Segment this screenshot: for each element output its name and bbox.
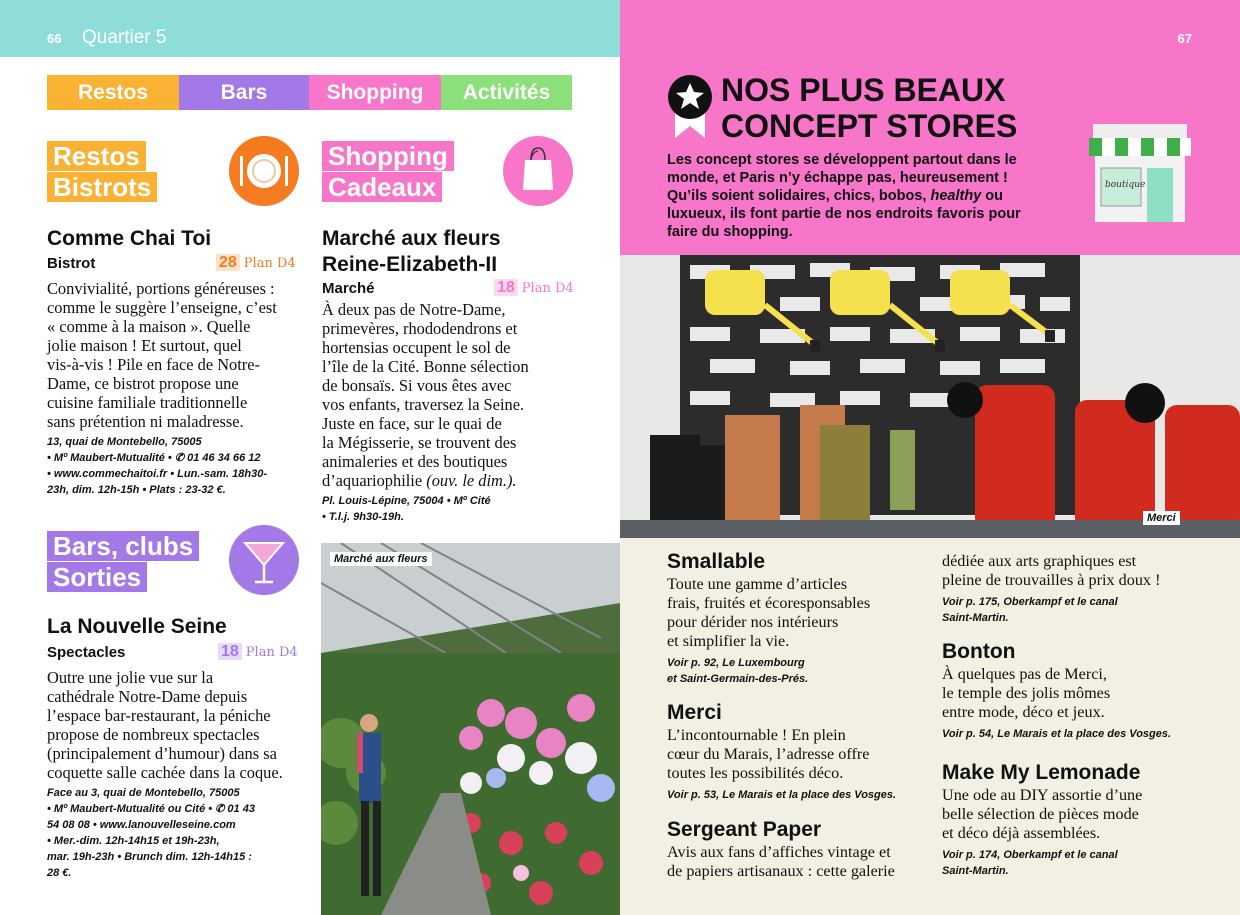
flower-market-photo	[321, 543, 620, 915]
bars-info: Face au 3, quai de Montebello, 75005 • Mº Maubert-Mutualité ou Cité • ✆ 01 43 54 08 08 • www.lanouvelleseine.com • Mer.-dim. 12h-14h15 et 19h-23h, mar. 19h-23h • Brunch dim. 12h-14h15 : 28 €.	[47, 787, 255, 879]
concept-stores-list	[620, 538, 1240, 915]
headline: NOS PLUS BEAUX CONCEPT STORES	[721, 72, 1018, 144]
venue-type: Marché	[322, 280, 375, 297]
tab-shopping[interactable]: Shopping	[309, 75, 441, 110]
venue-name-marche-aux-fleurs: Marché aux fleurs Reine-Elizabeth-II	[322, 227, 501, 276]
store-sergeant-paper-continued: dédiée aux arts graphiques est pleine de trouvailles à prix doux ! Voir p. 175, Oberkampf et le canal Saint-Martin.	[942, 552, 1161, 624]
venue-type: Spectacles	[47, 644, 126, 661]
tab-activites[interactable]: Activités	[441, 75, 572, 110]
star-badge-icon	[667, 74, 713, 138]
store-smallable: Smallable Toute une gamme d’articles frais, fruités et écoresponsables pour dérider nos intérieurs et simplifier la vie. Voir p. 92, Le Luxembourg et Saint-Germain-des-Prés.	[667, 550, 871, 685]
photo-caption: Marché aux fleurs	[330, 552, 432, 566]
section-title: Quartier 5	[82, 27, 167, 48]
shopping-description: À deux pas de Notre-Dame, primevères, rhododendrons et hortensias occupent le sol de l’île de la Cité. Bonne sélection de bonsaïs. Si vous êtes avec vos enfants, traversez la Seine. Juste en face, sur le quai de la Mégisserie, se trouvent des animaleries et des boutiques d’aquariophilie (ouv. le dim.).	[322, 300, 529, 490]
venue-type: Bistrot	[47, 255, 96, 272]
store-bonton: Bonton À quelques pas de Merci, le temple des jolis mômes entre mode, déco et jeux. Voir p. 54, Le Marais et la place des Vosges.	[942, 640, 1172, 740]
venue-name-la-nouvelle-seine: La Nouvelle Seine	[47, 615, 227, 638]
shopping-bag-icon	[503, 136, 573, 206]
store-sergeant-paper: Sergeant Paper Avis aux fans d’affiches vintage et de papiers artisanaux : cette galerie	[667, 818, 895, 880]
plate-icon	[229, 136, 299, 206]
store-merci: Merci L’incontournable ! En plein cœur du Marais, l’adresse offre toutes les possibilités déco. Voir p. 53, Le Marais et la place des Vosges.	[667, 701, 897, 801]
plan-ref: 28 Plan D4	[216, 254, 296, 272]
intro-text: Les concept stores se développent partout dans le monde, et Paris n’y échappe pas, heureusement ! Qu’ils soient solidaires, chics, bobos, healthy ou luxueux, ils font partie de nos endroits favoris pour faire du shopping.	[667, 152, 1021, 240]
boutique-icon	[1085, 118, 1195, 224]
shopping-section-title: Shopping Cadeaux	[322, 141, 454, 203]
plan-ref: 18 Plan D4	[218, 643, 298, 661]
bars-description: Outre une jolie vue sur la cathédrale Notre-Dame depuis l’espace bar-restaurant, la péniche propose de nombreux spectacles (principalement d’humour) dans sa coquette salle cachée dans la coque.	[47, 668, 283, 782]
photo-caption: Merci	[1143, 511, 1180, 525]
shopping-info: Pl. Louis-Lépine, 75004 • Mº Cité • T.l.j. 9h30-19h.	[322, 495, 491, 523]
shop-sign: boutique	[1105, 180, 1146, 190]
tab-restos[interactable]: Restos	[47, 75, 179, 110]
restos-description: Convivialité, portions généreuses : comme le suggère l’enseigne, c’est « comme à la maison ». Quelle jolie maison ! Et surtout, quel vis-à-vis ! Pile en face de Notre- Dame, ce bistrot propose une cuisine familiale traditionnelle sans prétention ni maladresse.	[47, 279, 277, 431]
merci-photo	[620, 255, 1240, 538]
restos-section-title: Restos Bistrots	[47, 141, 157, 203]
venue-name-comme-chai-toi: Comme Chai Toi	[47, 227, 212, 250]
tab-bars[interactable]: Bars	[179, 75, 309, 110]
left-page-header	[0, 0, 620, 57]
right-page-number: 67	[1177, 31, 1192, 46]
cocktail-icon	[229, 525, 299, 595]
right-page-header	[620, 0, 1240, 255]
restos-info: 13, quai de Montebello, 75005 • Mº Maubert-Mutualité • ✆ 01 46 34 66 12 • www.commechaitoi.fr • Lun.-sam. 18h30- 23h, dim. 12h-15h • Plats : 23-32 €.	[47, 436, 268, 496]
plan-ref: 18 Plan D4	[494, 279, 574, 297]
left-page-number: 66	[47, 31, 62, 46]
store-make-my-lemonade: Make My Lemonade Une ode au DIY assortie d’une belle sélection de pièces mode et déco déjà assemblées. Voir p. 174, Oberkampf et le canal Saint-Martin.	[942, 761, 1143, 877]
bars-section-title: Bars, clubs Sorties	[47, 531, 199, 593]
